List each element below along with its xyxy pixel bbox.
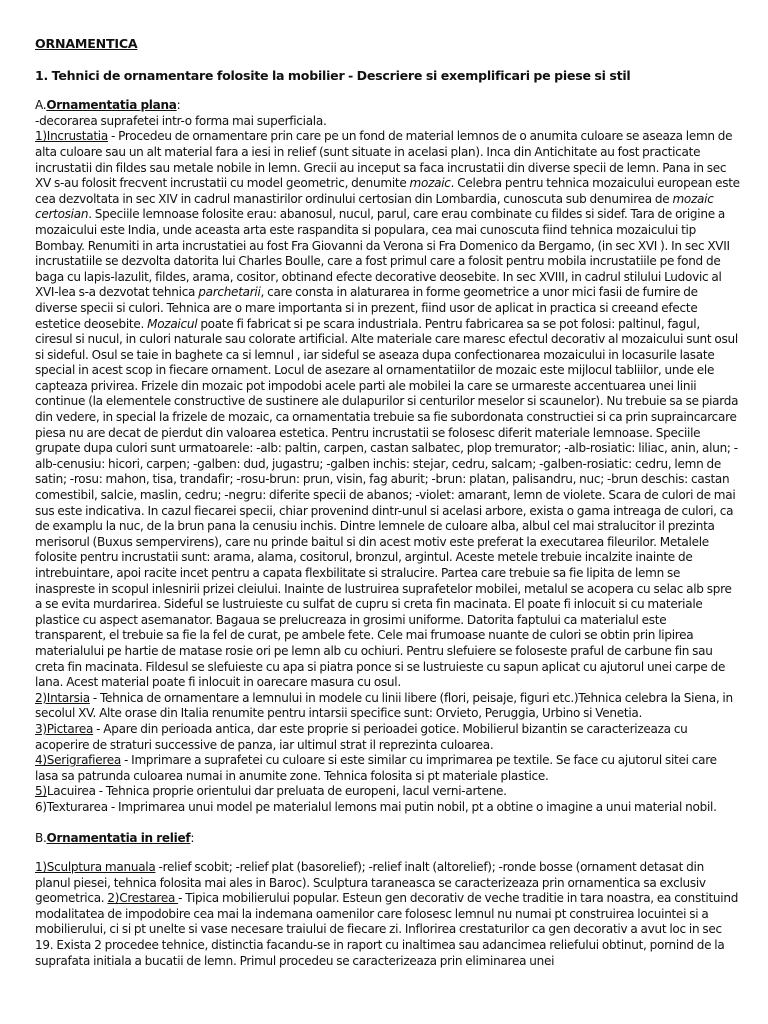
technique-text: . Speciile lemnoase folosite erau: abanosul, nucul, parul, care erau combinate cu fildes si sidef. Tara de origine a mozaicului este India, unde aceasta arta este raspandita si populara, cea mai cunoscuta fiind tehnica mozaicului tip Bombay. Renumiti in arta incrustatiei au fost Fra Giovanni da Verona si Fra Domenico da Bergamo, (in sec XVI ). In sec XVII incrustatiile se dezvolta datorita lui Charles Boulle, care a fost primul care a folosit pentru mobila incrustatiile pe fond de baga cu lapis-lazulit, fildes, arama, cositor, obtinand efecte decorative deosebite. In sec XVIII, in cadrul stilului Ludovic al XVI-lea s-a dezvotat tehnica	[35, 207, 730, 300]
technique-text: poate fi fabricat si pe scara industriala. Pentru fabricarea sa se pot folosi: paltinul, fagul, ciresul si nucul, in culori naturale sau colorate artificial. Alte materiale care maresc efectul decorativ al mozaicului sunt osul si sideful. Osul se taie in baghete ca si lemnul , iar sideful se aseaza dupa confectionarea mozaicului in locasurile lasate special in acest scop in fiecare ornament. Locul de asezare al ornamentatiilor de mozaic este mijlocul tabliilor, unde ele capteaza privirea. Frizele din mozaic pot impodobi acele parti ale mobilei la care se urmareste accentuarea unei linii continue (la elementele constructive de sustinere ale dulapurilor si centurilor meselor si scaunelor). Nu trebuie sa se piarda din vedere, in special la frizele de mozaic, ca ornamentatia trebuie sa fie subordonata constructiei si ca prin supraincarcare piesa nu are decat de pierdut din valoarea estetica. Pentru incrustatii se folosesc diferit materiale lemnoase. Speciile grupate dupa culori sunt urmatoarele: -alb: paltin, carpen, castan salbatec, plop tremurator; -alb-rosiatic: liliac, anin, alun; -alb-cenusiu: hicori, carpen; -galben: dud, jugastru; -galben inchis: stejar, cedru, salcam; -galben-rosiatic: cedru, lemn de satin; -rosu: mahon, tisa, trandafir; -rosu-brun: prun, visin, fag aburit; -brun: platan, palisandru, nuc; -brun deschis: castan comestibil, salcie, maslin, cedru; -negru: diferite specii de abanos; -violet: amarant, lemn de violete. Scara de culori de mai sus este indicativa. In cazul fiecarei specii, chiar provenind dintr-unul si acelasi arbore, exista o gama intreaga de culori, ca de examplu la nuc, de la brun pana la cenusiu inchis. Dintre lemnele de culoare alba, albul cel mai stralucitor il prezinta merisorul (Buxus sempervirens), care nu prinde baitul si din acest motiv este preferat la executarea fileurilor. Metalele folosite pentru incrustatii sunt: arama, alama, cositorul, bronzul, argintul. Aceste metele trebuie incalzite inainte de intrebuintare, apoi racite incet pentru a capata flexbilitate si stralucire. Partea care trebuie sa fie lipita de lemn se inaspreste in scopul inlesnirii prizei cleiului. Inainte de lustruirea suprafetelor mobilei, metalul se acopera cu selac alb spre a se evita murdarirea. Sideful se lustruieste cu sulfat de cupru si creta fin macinata. El poate fi inlocuit si cu materiale plastice cu aspect asemanator. Bagaua se prelucreaza in grosimi uniforme. Datorita faptului ca materialul este transparent, el trebuie sa fie la fel de curat, pe ambele fete. Cele mai frumoase nuante de culori se obtin prin lipirea materialului pe hartie de matase rosie ori pe lemn alb cu ochiuri. Pentru slefuiere se foloseste praful de carbune fin sau creta fin macinata. Fildesul se slefuieste cu apa si piatra ponce si se lustruieste cu sapun aplicat cu ajutorul unei carpe de lana. Acest material poate fi inlocuit in oarecare masura cu osul.	[35, 316, 739, 690]
technique-texturarea	[35, 800, 740, 816]
plane-subheading	[35, 98, 740, 114]
technique-term: Mozaicul	[147, 316, 198, 331]
relief-paragraph	[35, 860, 740, 969]
technique-text: 6)Texturarea - Imprimarea unui model pe materialul lemons mai putin nobil, pt a obtine o imagine a unui material nobil.	[35, 799, 717, 814]
technique-pictarea	[35, 722, 740, 753]
technique-text: - Tehnica de ornamentare a lemnului in modele cu linii libere (flori, peisaje, figuri etc.)Tehnica celebra la Siena, in secolul XV. Alte orase din Italia renumite pentru intarsii specifice sunt: Orvieto, Peruggia, Urbino si Venetia.	[35, 690, 733, 721]
relief-ornamentation-section	[35, 831, 740, 970]
technique-text: - Apare din perioada antica, dar este proprie si perioadei gotice. Mobilierul bizantin se caracterizeaza cu acoperire de straturi successive de panza, iar ultimul strat il reprezinta culoarea.	[35, 721, 688, 752]
plane-intro: -decorarea suprafetei intr-o forma mai superficiala.	[35, 113, 327, 128]
relief-suffix: :	[190, 830, 195, 845]
plane-label: Ornamentatia plana	[46, 98, 177, 113]
technique-serigrafierea	[35, 753, 740, 784]
technique-incrustatia	[35, 129, 740, 690]
technique-term: mozaic certosian	[35, 191, 714, 222]
technique-text: - Tipica mobilierului popular. Esteun gen decorativ de veche traditie in tara noastra, ea constituind modalitatea de impodobire cea mai la indemana oamenilor care folosesc lemnul nu numai pt construirea locuintei si a mobilierului, ci si pt unelte si vase necesare traiului de fiecare zi. Inflorirea crestaturilor ca gen decorativ a avut loc in sec 19. Exista 2 procedee tehnice, distinctia facandu-se in raport cu inaltimea sau adancimea reliefului obtinut, pornind de la suprafata initiala a bucatii de lemn. Primul procedeu se caracterizeaza prin eliminarea unei	[35, 891, 739, 968]
technique-name: 1)Sculptura manuala	[35, 860, 156, 875]
technique-text: , care consta in alaturarea in forme geometrice a unor mici fasii de furnire de diverse specii si culori. Tehnica are o mare importanta si in prezent, fiind usor de aplicat in practica si creeand efecte estetice deosebite.	[35, 285, 698, 331]
technique-text: - Procedeu de ornamentare prin care pe un fond de material lemnos de o anumita culoare se aseaza lemn de alta culoare sau un alt material fara a iesi in relief (sunt situate in acelasi plan). Inca din Antichitate au fost practicate incrustatii din fildes sau metale nobile in lemn. Grecii au inceput sa faca incrustatii din diverse specii de lemn. Pana in sec XV s-au folosit frecvent incrustatii cu model geometric, denumite	[35, 129, 733, 191]
technique-name: 1)Incrustatia	[35, 129, 108, 144]
technique-name: 4)Serigrafierea	[35, 753, 121, 768]
technique-term: mozaic	[409, 176, 451, 191]
relief-subheading	[35, 831, 740, 847]
relief-prefix: B.	[35, 830, 47, 845]
technique-name: 2)Crestarea	[107, 891, 179, 906]
technique-lacuirea	[35, 784, 740, 800]
technique-text: . Celebra pentru tehnica mozaicului european este cea dezvoltata in sec XIV in cadrul manastirilor ordinului certosian din Lombardia, cunoscuta sub denumirea de	[35, 176, 740, 206]
technique-text: - Imprimare a suprafetei cu culoare si este similar cu imprimarea pe textile. Se face cu ajutorul sitei care lasa sa patrunda culoarea numai in anumite zone. Tehnica folosita si pt materiale plastice.	[35, 753, 717, 783]
technique-name: 2)Intarsia	[35, 690, 90, 705]
technique-text: Lacuirea - Tehnica proprie orientului dar preluata de europeni, lacul verni-artene.	[46, 784, 507, 799]
technique-term: parchetarii	[198, 285, 261, 300]
technique-text: -relief scobit; -relief plat (basorelief); -relief inalt (altorelief); -ronde bosse (ornament detasat din planul piesei, tehnica folosita mai ales in Baroc). Sculptura taraneasca se caracterizeaza prin ornamentica sa exclusiv geometrica.	[35, 860, 706, 906]
plane-ornamentation-section	[35, 98, 740, 815]
relief-label: Ornamentatia in relief	[46, 830, 191, 845]
technique-name: 5)	[35, 784, 47, 799]
plane-suffix: :	[176, 98, 181, 113]
plane-prefix: A.	[35, 98, 47, 113]
section-heading: 1. Tehnici de ornamentare folosite la mobilier - Descriere si exemplificari pe piese si stil	[35, 67, 631, 83]
technique-intarsia	[35, 691, 740, 722]
technique-name: 3)Pictarea	[35, 721, 94, 736]
document-title: ORNAMENTICA	[35, 36, 138, 51]
